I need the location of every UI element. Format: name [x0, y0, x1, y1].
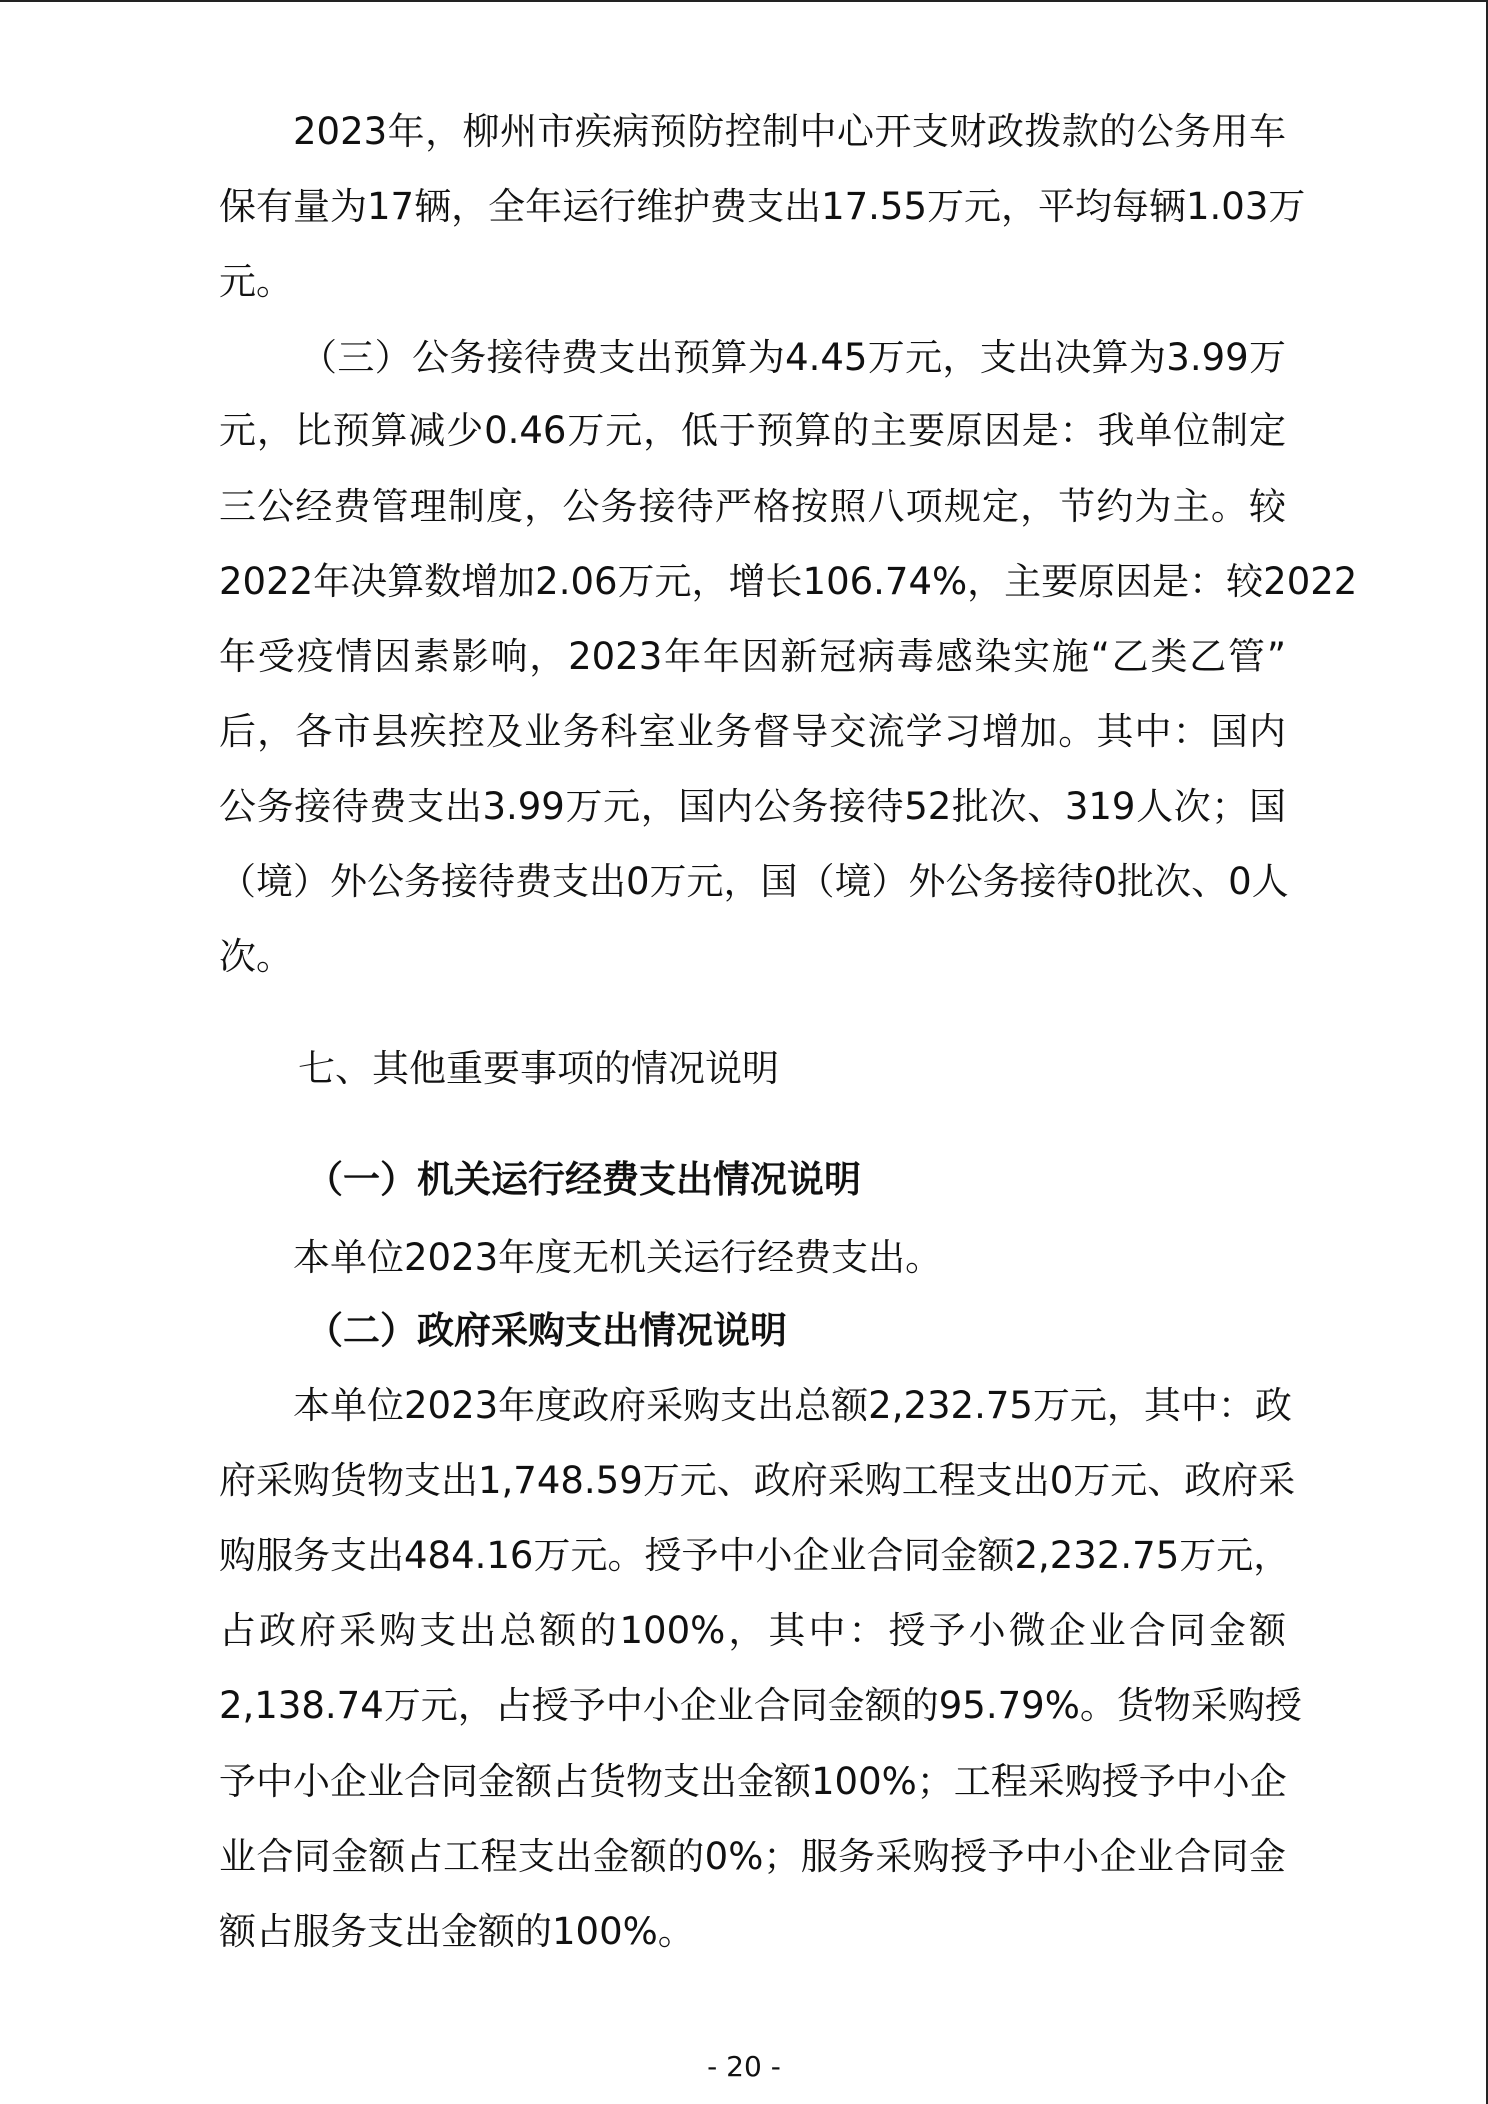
text-line: 公务接待费支出3.99万元，国内公务接待52批次、319人次；国 [219, 785, 1286, 828]
text-line: 购服务支出484.16万元。授予中小企业合同金额2,232.75万元， [219, 1534, 1291, 1577]
subsection-text-1: 本单位2023年度无机关运行经费支出。 [293, 1236, 943, 1279]
text-line: 占政府采购支出总额的100%，其中：授予小微企业合同金额 [219, 1609, 1286, 1652]
text-line: 2023年，柳州市疾病预防控制中心开支财政拨款的公务用车 [293, 110, 1286, 153]
text-line: 三公经费管理制度，公务接待严格按照八项规定，节约为主。较 [219, 485, 1286, 528]
text-line: 额占服务支出金额的100%。 [219, 1910, 695, 1953]
text-line: 元。 [219, 260, 293, 303]
text-line: （境）外公务接待费支出0万元，国（境）外公务接待0批次、0人 [219, 860, 1289, 903]
text-line: 予中小企业合同金额占货物支出金额100%；工程采购授予中小企 [219, 1760, 1287, 1803]
section-heading: 七、其他重要事项的情况说明 [298, 1047, 779, 1090]
text-line: 业合同金额占工程支出金额的0%；服务采购授予中小企业合同金 [219, 1835, 1286, 1878]
text-line: 后，各市县疾控及业务科室业务督导交流学习增加。其中：国内 [219, 710, 1286, 753]
subsection-heading-1: （一）机关运行经费支出情况说明 [306, 1158, 861, 1201]
text-line: 本单位2023年度政府采购支出总额2,232.75万元，其中：政 [293, 1384, 1292, 1427]
subsection-heading-2: （二）政府采购支出情况说明 [306, 1309, 787, 1352]
text-line: 府采购货物支出1,748.59万元、政府采购工程支出0万元、政府采 [219, 1459, 1296, 1502]
text-line: 年受疫情因素影响，2023年年因新冠病毒感染实施“乙类乙管” [219, 635, 1286, 678]
text-line: 2022年决算数增加2.06万元，增长106.74%，主要原因是：较2022 [219, 560, 1358, 603]
text-line: 2,138.74万元，占授予中小企业合同金额的95.79%。货物采购授 [219, 1684, 1302, 1727]
page-number: - 20 - [707, 2050, 781, 2083]
text-line: 元，比预算减少0.46万元，低于预算的主要原因是：我单位制定 [219, 409, 1286, 452]
text-line: 次。 [219, 935, 293, 978]
text-line: 保有量为17辆，全年运行维护费支出17.55万元，平均每辆1.03万 [219, 185, 1306, 228]
text-line: （三）公务接待费支出预算为4.45万元，支出决算为3.99万 [300, 336, 1286, 379]
